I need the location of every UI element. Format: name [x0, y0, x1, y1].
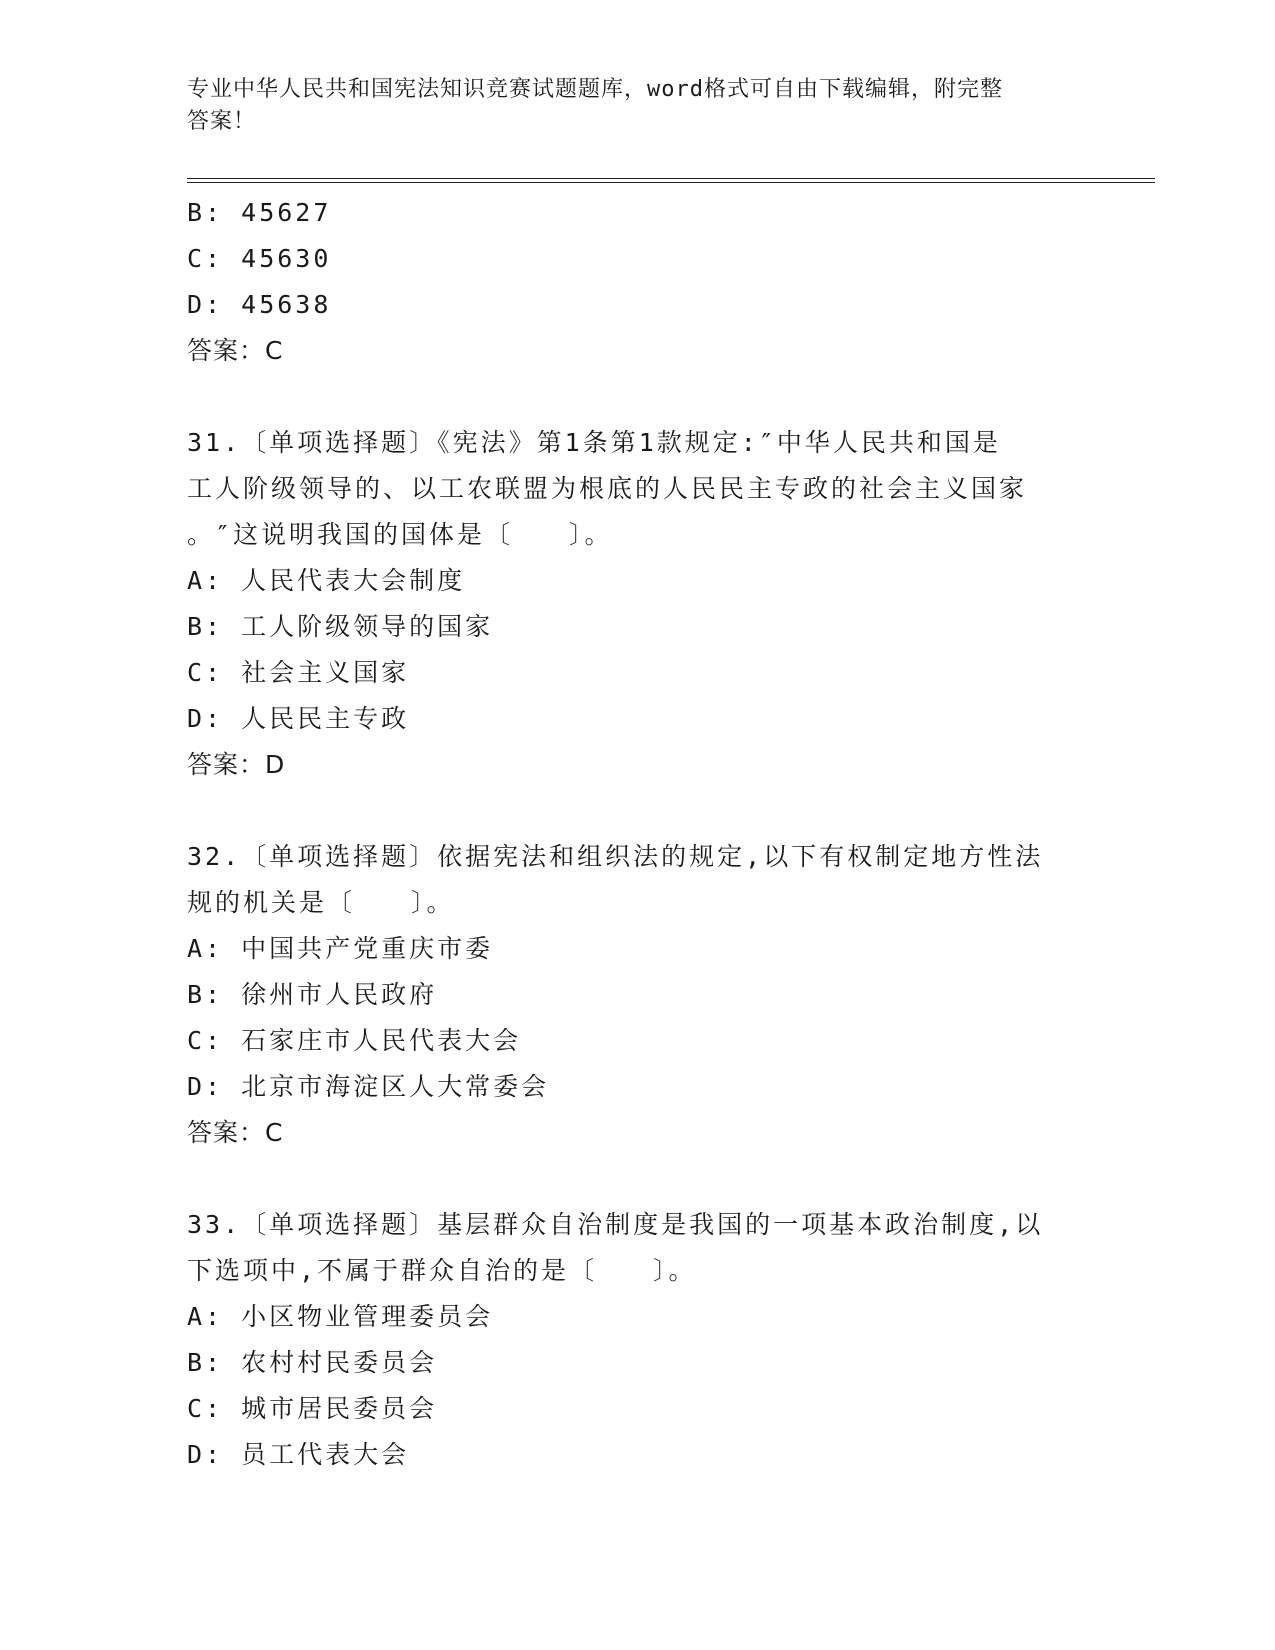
option-b: B: 徐州市人民政府: [187, 980, 438, 1009]
header-title-line-2: 答案！: [187, 109, 257, 134]
option-d: D: 人民民主专政: [187, 704, 410, 733]
question-stem-line: 31.〔单项选择题〕《宪法》第1条第1款规定:″中华人民共和国是: [187, 428, 1001, 457]
option-c: C: 社会主义国家: [187, 658, 410, 687]
spacer: [187, 374, 1087, 420]
question-stem-line: 33.〔单项选择题〕基层群众自治制度是我国的一项基本政治制度,以: [187, 1210, 1044, 1239]
question-stem-line: 工人阶级领导的、以工农联盟为根底的人民民主专政的社会主义国家: [187, 474, 1028, 503]
option-c: C: 石家庄市人民代表大会: [187, 1026, 522, 1055]
answer-line: 答案：D: [187, 750, 286, 779]
answer-line: 答案：C: [187, 336, 284, 365]
option-b: B: 45627: [187, 198, 332, 227]
question-30-tail: [187, 190, 1087, 374]
option-c: C: 45630: [187, 244, 332, 273]
question-stem-line: 规的机关是〔 〕。: [187, 888, 455, 917]
question-32: [187, 834, 1087, 1156]
option-a: A: 小区物业管理委员会: [187, 1302, 494, 1331]
question-stem-line: 。″这说明我国的国体是〔 〕。: [187, 520, 613, 549]
option-d: D: 北京市海淀区人大常委会: [187, 1072, 550, 1101]
question-stem-line: 32.〔单项选择题〕依据宪法和组织法的规定,以下有权制定地方性法: [187, 842, 1044, 871]
option-d: D: 员工代表大会: [187, 1440, 410, 1469]
option-b: B: 农村村民委员会: [187, 1348, 438, 1377]
option-a: A: 人民代表大会制度: [187, 566, 466, 595]
option-d: D: 45638: [187, 290, 332, 319]
header-divider-bottom: [187, 182, 1155, 183]
spacer: [187, 788, 1087, 834]
document-body: [187, 190, 1087, 1478]
option-c: C: 城市居民委员会: [187, 1394, 438, 1423]
document-header: [187, 74, 1067, 138]
option-b: B: 工人阶级领导的国家: [187, 612, 494, 641]
answer-line: 答案：C: [187, 1118, 284, 1147]
header-title-line-1: 专业中华人民共和国宪法知识竞赛试题题库，word格式可自由下载编辑，附完整: [187, 77, 1003, 102]
option-a: A: 中国共产党重庆市委: [187, 934, 494, 963]
question-31: [187, 420, 1087, 788]
spacer: [187, 1156, 1087, 1202]
header-divider-top: [187, 178, 1155, 179]
question-stem-line: 下选项中,不属于群众自治的是〔 〕。: [187, 1256, 697, 1285]
question-33: [187, 1202, 1087, 1478]
